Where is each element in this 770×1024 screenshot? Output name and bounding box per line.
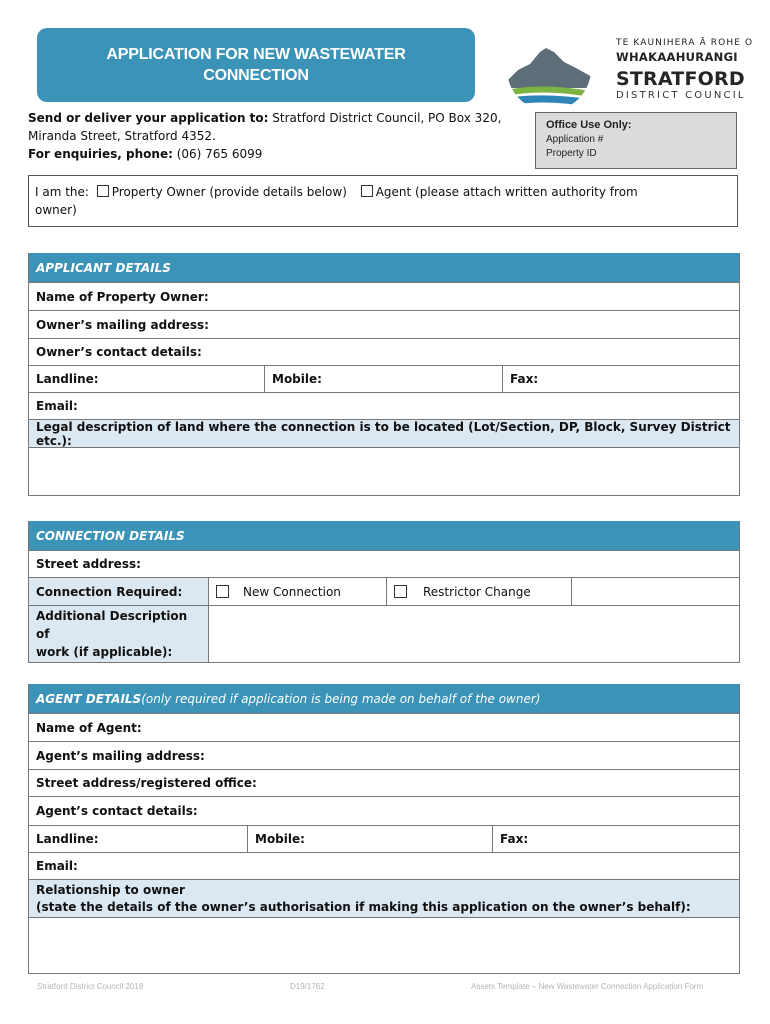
restrictor-change-label: Restrictor Change (423, 584, 531, 599)
agent-landline-label: Landline: (36, 832, 99, 846)
owner-contact-details-text: Owner’s contact details: (36, 345, 202, 359)
owner-fax-field[interactable] (502, 366, 739, 392)
street-address-label: Street address: (36, 557, 141, 571)
relationship-line1: Relationship to owner (36, 882, 185, 897)
owner-landline-field[interactable] (29, 366, 264, 392)
legal-description-label (29, 420, 739, 447)
property-id-label: Property ID (546, 148, 597, 159)
connection-details-section (28, 521, 740, 663)
street-address-field[interactable] (29, 551, 739, 577)
logo-subtitle: DISTRICT COUNCIL (616, 90, 746, 101)
enquiries-label: For enquiries, phone: (28, 147, 173, 161)
send-address-2: Miranda Street, Stratford 4352. (28, 129, 216, 143)
logo-name: STRATFORD (616, 68, 745, 90)
agent-name-field[interactable] (29, 714, 739, 741)
property-owner-label: Property Owner (provide details below) (111, 185, 347, 199)
applicant-type-prefix: I am the: (35, 185, 93, 199)
agent-contact-details-text: Agent’s contact details: (36, 804, 198, 818)
restrictor-change-checkbox[interactable] (394, 585, 407, 598)
applicant-details-section (28, 253, 740, 496)
agent-label: Agent (please attach written authority from (375, 185, 638, 199)
additional-description-field[interactable] (208, 606, 739, 662)
footer-left: Stratford District Council 2018 (37, 982, 144, 991)
owner-landline-label: Landline: (36, 372, 99, 386)
applicant-details-header: APPLICANT DETAILS (29, 253, 739, 282)
footer-center: D19/1762 (290, 982, 325, 991)
connection-required-text: Connection Required: (36, 584, 183, 599)
agent-landline-field[interactable] (29, 826, 247, 852)
application-number-label: Application # (546, 133, 604, 145)
agent-details-header (29, 684, 739, 713)
form-title-line2: CONNECTION (203, 67, 309, 84)
owner-contact-details-label (29, 339, 739, 365)
owner-fax-label: Fax: (510, 372, 539, 386)
new-connection-checkbox[interactable] (216, 585, 229, 598)
relationship-line2: (state the details of the owner’s authorisation if making this application on the owner’s behalf): (36, 899, 691, 914)
agent-fax-label: Fax: (500, 832, 529, 846)
additional-description-line1: Additional Description of (36, 609, 188, 641)
send-label: Send or deliver your application to: (28, 111, 269, 125)
footer-right: Assets Template – New Wastewater Connection Application Form (471, 982, 704, 991)
agent-email-label: Email: (36, 859, 78, 873)
agent-street-address-label: Street address/registered office: (36, 776, 257, 790)
connection-details-header: CONNECTION DETAILS (29, 521, 739, 550)
owner-mailing-address-field[interactable] (29, 311, 739, 338)
agent-email-field[interactable] (29, 853, 739, 879)
restrictor-change-option[interactable] (386, 578, 571, 605)
agent-details-note: (only required if application is being made on behalf of the owner) (141, 691, 541, 706)
logo-maori-name: WHAKAAHURANGI (616, 50, 738, 64)
owner-name-field[interactable] (29, 283, 739, 310)
agent-checkbox[interactable] (361, 185, 373, 197)
legal-description-field[interactable] (29, 448, 739, 495)
council-logo (504, 26, 754, 112)
agent-fax-field[interactable] (492, 826, 739, 852)
logo-maori-line: TE KAUNIHERA Ā ROHE O (616, 38, 754, 48)
agent-street-address-field[interactable] (29, 770, 739, 796)
relationship-field[interactable] (29, 918, 739, 973)
owner-mobile-label: Mobile: (272, 372, 322, 386)
agent-mailing-address-field[interactable] (29, 742, 739, 769)
agent-mobile-field[interactable] (247, 826, 492, 852)
send-address-1: Stratford District Council, PO Box 320, (268, 111, 502, 125)
form-title-line1: APPLICATION FOR NEW WASTEWATER (106, 46, 406, 63)
owner-mailing-address-label: Owner’s mailing address: (36, 317, 209, 332)
contact-info (28, 109, 508, 163)
form-title-banner (37, 28, 475, 102)
additional-description-line2: work (if applicable): (36, 645, 173, 659)
owner-mobile-field[interactable] (264, 366, 502, 392)
applicant-type-box (28, 175, 738, 227)
agent-mailing-address-label: Agent’s mailing address: (36, 748, 205, 763)
owner-email-field[interactable] (29, 393, 739, 419)
owner-email-label: Email: (36, 399, 78, 413)
agent-mobile-label: Mobile: (255, 832, 305, 846)
office-use-box (535, 112, 737, 169)
legal-description-text: Legal description of land where the connection is to be located (Lot/Section, DP, Block, Survey District etc.): (36, 419, 731, 448)
property-owner-checkbox[interactable] (97, 185, 109, 197)
agent-details-section (28, 684, 740, 974)
agent-details-title: AGENT DETAILS (36, 691, 142, 706)
agent-contact-details-label (29, 797, 739, 825)
additional-description-label (29, 606, 208, 662)
relationship-label (29, 880, 739, 917)
owner-name-label: Name of Property Owner: (36, 289, 209, 304)
new-connection-label: New Connection (243, 584, 341, 599)
connection-required-label (29, 578, 208, 605)
new-connection-option[interactable] (208, 578, 386, 605)
enquiries-phone: (06) 765 6099 (172, 147, 263, 161)
agent-name-label: Name of Agent: (36, 720, 142, 735)
mountain-logo-icon (504, 26, 614, 112)
connection-required-blank (571, 578, 739, 605)
office-use-title: Office Use Only: (546, 119, 632, 131)
agent-label-cont: owner) (35, 203, 77, 217)
